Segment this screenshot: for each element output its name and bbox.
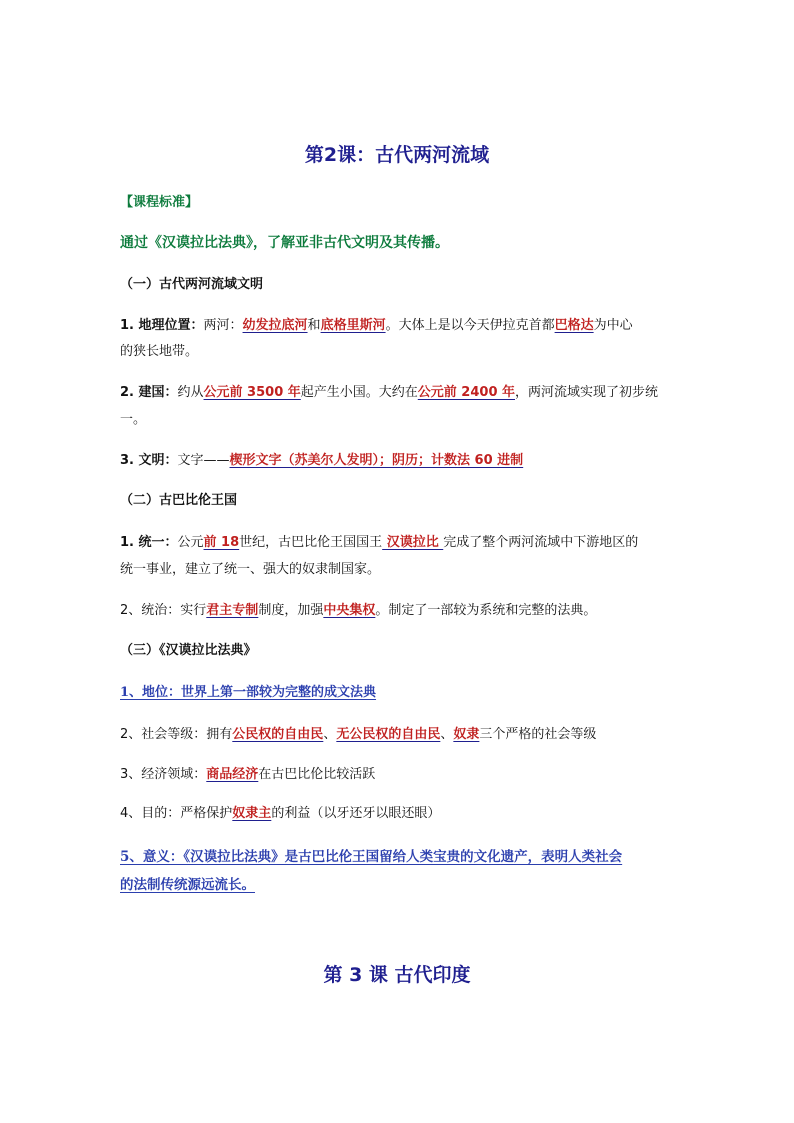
highlight-text: 底格里斯河: [320, 318, 386, 333]
sec1-item2-line2: 一。: [120, 412, 147, 427]
text-span: 公元: [177, 535, 204, 550]
sec2-item1-line1: [120, 534, 680, 552]
highlight-text: 商品经济: [206, 767, 259, 782]
sec1-item2-line1: [120, 384, 680, 402]
sec2-item1-line2: 统一事业，建立了统一、强大的奴隶制国家。: [120, 562, 381, 577]
sec3-item1-line: 1、地位：世界上第一部较为完整的成文法典: [120, 685, 377, 700]
sec3-item4-line: [120, 805, 680, 823]
sec3-item5-line2: 的法制传统源远流长。: [120, 877, 255, 893]
standard-text: 通过《汉谟拉比法典》，了解亚非古代文明及其传播。: [120, 235, 449, 251]
text-span: 。大体上是以今天伊拉克首都: [385, 318, 555, 333]
sec1-item1-line1: [120, 317, 680, 335]
text-span: 。制定了一部较为系统和完整的法典。: [375, 603, 597, 618]
text-span: 文字——: [177, 453, 230, 468]
highlight-text: 公元前 3500 年: [203, 385, 301, 400]
sec1-item3-line: [120, 452, 680, 470]
lesson3-title: 第 3 课 古代印度: [323, 964, 471, 986]
highlight-text: 君主专制: [206, 603, 259, 618]
text-span: 完成了整个两河流域中下游地区的: [443, 535, 639, 550]
highlight-text: 无公民权的自由民: [336, 727, 441, 742]
highlight-text: 楔形文字（苏美尔人发明）；阴历；计数法 60 进制: [229, 453, 524, 468]
text-span: 两河：: [203, 318, 243, 333]
item-label: 1. 地理位置：: [120, 318, 204, 333]
highlight-text: 公元前 2400 年: [417, 385, 516, 400]
highlight-text: 奴隶主: [232, 806, 272, 821]
text-span: 世纪，古巴比伦王国国王: [239, 535, 383, 550]
text-span: 、: [323, 727, 337, 742]
item-label: 2、统治：: [120, 603, 181, 618]
highlight-text: 汉谟拉比: [382, 535, 444, 550]
highlight-text: 幼发拉底河: [242, 318, 308, 333]
sec1-item1-line2: 的狭长地带。: [120, 344, 199, 359]
text-span: 的利益（以牙还牙以眼还眼）: [271, 806, 441, 821]
text-span: 拥有: [206, 727, 233, 742]
text-span: 实行: [180, 603, 207, 618]
sec3-item5-line1: 5、意义：《汉谟拉比法典》是古巴比伦王国留给人类宝贵的文化遗产，表明人类社会: [120, 849, 623, 865]
text-span: 严格保护: [180, 806, 233, 821]
text-span: 制度，加强: [258, 603, 324, 618]
item-label: 2、社会等级：: [120, 727, 207, 742]
standard-heading: 【课程标准】: [120, 195, 199, 210]
item-label: 4、目的：: [120, 806, 181, 821]
text-span: 三个严格的社会等级: [479, 727, 597, 742]
text-span: 为中心: [593, 318, 633, 333]
section2-heading: （二）古巴比伦王国: [120, 493, 238, 508]
highlight-text: 奴隶: [453, 727, 480, 742]
highlight-text: 公民权的自由民: [232, 727, 324, 742]
item-label: 3、经济领域：: [120, 767, 207, 782]
section1-heading: （一）古代两河流域文明: [120, 277, 264, 292]
text-span: 起产生小国。大约在: [300, 385, 418, 400]
section3-heading: （三）《汉谟拉比法典》: [120, 643, 257, 658]
text-span: 、: [440, 727, 454, 742]
text-span: 和: [307, 318, 321, 333]
text-span: ，两河流域实现了初步统: [515, 385, 659, 400]
sec3-item3-line: [120, 766, 680, 784]
sec3-item2-line: [120, 726, 680, 744]
item-label: 2. 建国：: [120, 385, 178, 400]
highlight-text: 巴格达: [554, 318, 594, 333]
item-label: 3. 文明：: [120, 453, 178, 468]
sec2-item2-line: [120, 602, 680, 620]
highlight-text: 中央集权: [323, 603, 376, 618]
lesson2-title: 第2课：古代两河流域: [304, 144, 490, 166]
highlight-text: 前 18: [203, 535, 240, 550]
text-span: 在古巴比伦比较活跃: [258, 767, 376, 782]
item-label: 1. 统一：: [120, 535, 178, 550]
text-span: 约从: [177, 385, 204, 400]
